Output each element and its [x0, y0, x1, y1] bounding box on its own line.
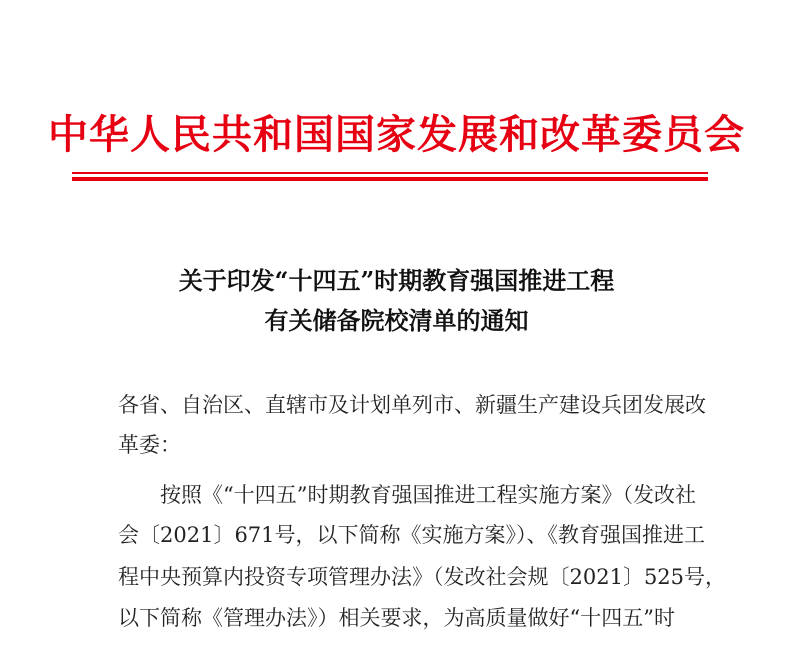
- body-paragraph-line-1: 按照《“十四五”时期教育强国推进工程实施方案》（发改社: [160, 483, 696, 507]
- addressee-line-2: 革委：: [118, 433, 181, 457]
- body-paragraph-line-2: 会〔2021〕671号，以下简称《实施方案》）、《教育强国推进工: [118, 523, 706, 547]
- document-title-line-2: 有关储备院校清单的通知: [264, 306, 529, 335]
- document-title-line-1: 关于印发“十四五”时期教育强国推进工程: [178, 266, 615, 295]
- header-rule-thin: [72, 172, 708, 174]
- body-paragraph-line-4: 以下简称《管理办法》）相关要求，为高质量做好“十四五”时: [118, 606, 675, 630]
- body-paragraph-line-3: 程中央预算内投资专项管理办法》（发改社会规〔2021〕525号，: [118, 565, 727, 589]
- header-rule-thick: [72, 177, 708, 181]
- addressee-line-1: 各省、自治区、直辖市及计划单列市、新疆生产建设兵团发展改: [118, 393, 706, 417]
- issuer-header: 中华人民共和国国家发展和改革委员会: [48, 111, 745, 158]
